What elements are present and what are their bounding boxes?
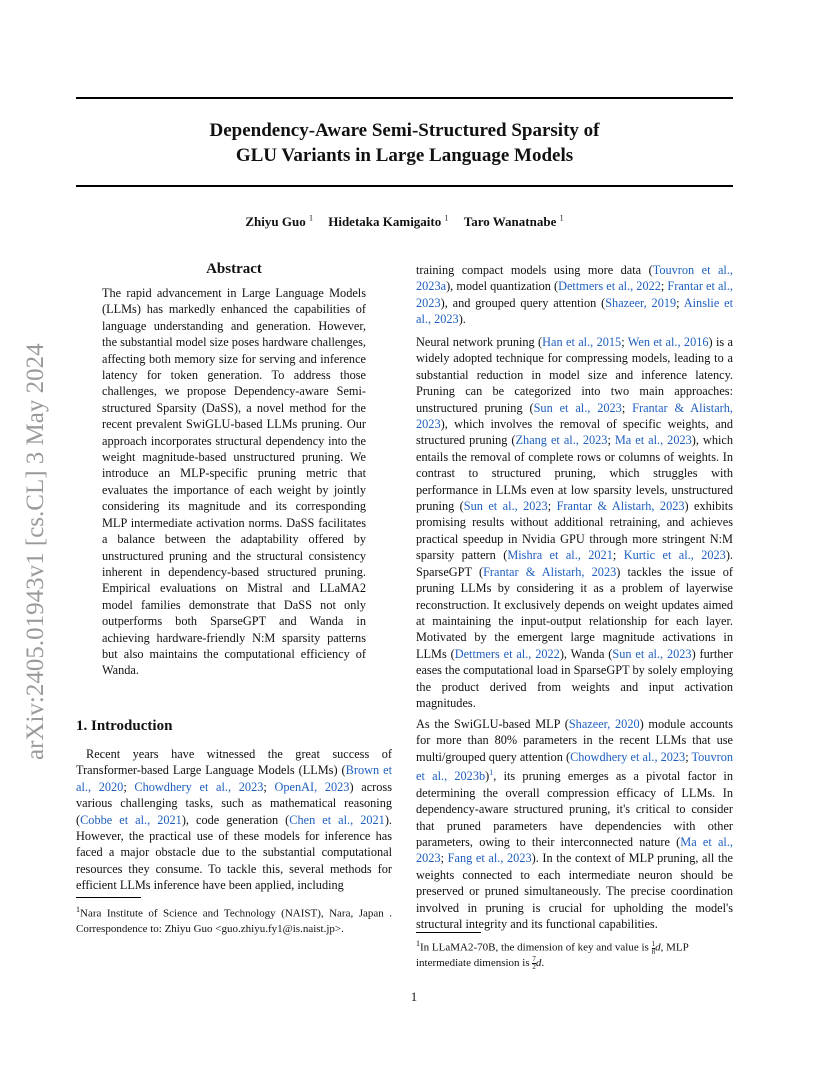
citation-link[interactable]: Chowdhery et al., 2023 xyxy=(570,749,686,764)
citation-link[interactable]: Kurtic et al., 2023 xyxy=(623,548,726,563)
citation-link[interactable]: Cobbe et al., 2021 xyxy=(80,812,182,827)
author: Hidetaka Kamigaito $^1$ xyxy=(328,214,449,230)
title-line-2: GLU Variants in Large Language Models xyxy=(235,145,574,166)
fraction-seven-halves: $\frac{7}{2}$ xyxy=(532,954,536,971)
citation-link[interactable]: Frantar et al., 2023 xyxy=(416,279,733,310)
citation-link[interactable]: Dettmers et al., 2022 xyxy=(454,646,560,661)
author-list xyxy=(76,214,733,230)
citation-link[interactable]: Chen et al., 2021 xyxy=(289,812,385,827)
footnote-rule-left xyxy=(76,897,141,898)
citation-link[interactable]: Frantar & Alistarh, 2023 xyxy=(416,400,733,432)
citation-link[interactable]: Ma et al., 2023 xyxy=(416,834,733,866)
citation-link[interactable]: Sun et al., 2023 xyxy=(612,646,692,661)
footnote-llama: $^1$In LLaMA2-70B, the dimension of key and value is $\frac{1}{8}$ d, MLP intermediate dimension is $\frac{7}{2}$ d. xyxy=(416,939,689,971)
citation-link[interactable]: Shazeer, 2020 xyxy=(568,717,640,731)
citation-link[interactable]: Shazeer, 2019 xyxy=(605,295,677,310)
section-heading-introduction: 1. Introduction xyxy=(76,718,173,734)
top-rule xyxy=(76,97,733,99)
citation-link[interactable]: Zhang et al., 2023 xyxy=(515,433,608,448)
fraction-one-eighth: $\frac{1}{8}$ xyxy=(651,939,656,956)
citation-link[interactable]: Frantar & Alistarh, 2023 xyxy=(483,564,617,579)
citation-link[interactable]: Sun et al., 2023 xyxy=(463,499,548,514)
citation-link[interactable]: Chowdhery et al., 2023 xyxy=(134,779,264,794)
citation-link[interactable]: Frantar & Alistarh, 2023 xyxy=(556,499,685,514)
footnote-marker[interactable]: 1 xyxy=(489,768,494,778)
abstract-heading: Abstract xyxy=(206,261,262,277)
author: Zhiyu Guo $^1$ xyxy=(245,214,313,230)
right-paragraph-3: As the SwiGLU-based MLP (Shazeer, 2020) module accounts for more than 80% parameters in the recent LLMs that use multi/grouped query attention (Chowdhery et al., 2023; Touvron et al., 2023b)$^1$, its pruning emerges as a pivotal factor in determining the overall compression efficacy of LLMs. In dependency-aware structured pruning, it's critical to consider that pruned parameters have dependencies with other parameters, owing to their interconnected nature (Ma et al., 2023; Fang et al., 2023). In the context of MLP pruning, all the weights connected to each intermediate neuron should be preserved or pruned simultaneously. The precise coordination involved in pruning is crucial for upholding the model's structural integrity and its functional capabilities. xyxy=(416,717,733,931)
title-line-1: Dependency-Aware Semi-Structured Sparsity of xyxy=(209,120,600,141)
author: Taro Wanatnabe $^1$ xyxy=(463,214,564,230)
citation-link[interactable]: Fang et al., 2023 xyxy=(447,851,532,866)
citation-link[interactable]: Han et al., 2015 xyxy=(542,335,622,349)
paper-title xyxy=(76,118,733,168)
citation-link[interactable]: Ainslie et al., 2023 xyxy=(416,295,733,327)
footnote-affiliation: $^1$Nara Institute of Science and Technology (NAIST), Nara, Japan . Correspondence to: Zhiyu Guo <guo.zhiyu.fy1@is.naist.jp>. xyxy=(76,905,392,935)
abstract-text: The rapid advancement in Large Language Models (LLMs) has markedly enhanced the capabilities of language understanding and generation. However, the substantial model size poses hardware challenges, affecting both memory size for serving and inference latency for token generation. To address those challenges, we propose Dependency-aware Semi-structured Sparsity (DaSS), a novel method for the recent prevalent SwiGLU-based LLMs pruning. Our approach incorporates structural dependency into the weight magnitude-based unstructured pruning. We introduce an MLP-specific pruning metric that evaluates the importance of each weight by jointly considering its magnitude and its corresponding MLP intermediate activation norms. DaSS facilitates a balance between the adaptability offered by unstructured pruning and the structural consistency inherent in dependency-based structured pruning. Empirical evaluations on Mistral and LLaMA2 model families demonstrate that DaSS not only outperforms both SparseGPT and Wanda in achieving hardware-friendly N:M sparsity patterns but also maintains the computational efficiency of Wanda. xyxy=(102,286,366,678)
citation-link[interactable]: Ma et al., 2023 xyxy=(614,433,692,448)
arxiv-stamp: arXiv:2405.01943v1 [cs.CL] 3 May 2024 xyxy=(22,343,49,760)
citation-link[interactable]: Brown et al., 2020 xyxy=(76,763,392,794)
intro-paragraph: Recent years have witnessed the great success of Transformer-based Large Language Models (LLMs) (Brown et al., 2020; Chowdhery et al., 2023; OpenAI, 2023) across various challenging tasks, such as mathematical reasoning (Cobbe et al., 2021), code generation (Chen et al., 2021). However, the practical use of these models for inference has faced a major obstacle due to the substantial computational resources they consume. To tackle this, several methods for efficient LLMs inference have been applied, including xyxy=(76,747,392,893)
citation-link[interactable]: Dettmers et al., 2022 xyxy=(558,279,661,294)
title-bottom-rule xyxy=(76,185,733,187)
footnote-rule-right xyxy=(416,932,481,933)
page-number: 1 xyxy=(410,990,418,1004)
citation-link[interactable]: Touvron et al., 2023b xyxy=(416,749,733,784)
citation-link[interactable]: OpenAI, 2023 xyxy=(274,779,350,794)
citation-link[interactable]: Mishra et al., 2021 xyxy=(507,548,613,563)
citation-link[interactable]: Touvron et al., 2023a xyxy=(416,263,733,294)
citation-link[interactable]: Wen et al., 2016 xyxy=(627,335,709,349)
right-paragraph-1: training compact models using more data (Touvron et al., 2023a), model quantization (Dettmers et al., 2022; Frantar et al., 2023), and grouped query attention (Shazeer, 2019; Ainslie et al., 2023). xyxy=(416,263,733,327)
right-paragraph-2: Neural network pruning (Han et al., 2015; Wen et al., 2016) is a widely adopted technique for compressing models, leading to a substantial reduction in model size and inference latency. Pruning can be categorized into two main approaches: unstructured pruning (Sun et al., 2023; Frantar & Alistarh, 2023), which involves the removal of specific weights, and structured pruning (Zhang et al., 2023; Ma et al., 2023), which entails the removal of complete rows or columns of weights. In contrast to structured pruning, which struggles with performance in LLMs even at low sparsity levels, unstructured pruning (Sun et al., 2023; Frantar & Alistarh, 2023) exhibits promising results without additional retraining, and achieves practical speedup in Nvidia GPU through more stringent N:M sparsity pattern (Mishra et al., 2021; Kurtic et al., 2023). SparseGPT (Frantar & Alistarh, 2023) tackles the issue of pruning LLMs by considering it as a problem of layerwise reconstruction. It exclusively depends on weight updates aimed at maintaining the input-output relationship for each layer. Motivated by the emergent large magnitude activations in LLMs (Dettmers et al., 2022), Wanda (Sun et al., 2023) further eases the computational load in SparseGPT by solely employing the product derived from weights and input activation magnitudes. xyxy=(416,335,734,710)
citation-link[interactable]: Sun et al., 2023 xyxy=(533,400,622,415)
